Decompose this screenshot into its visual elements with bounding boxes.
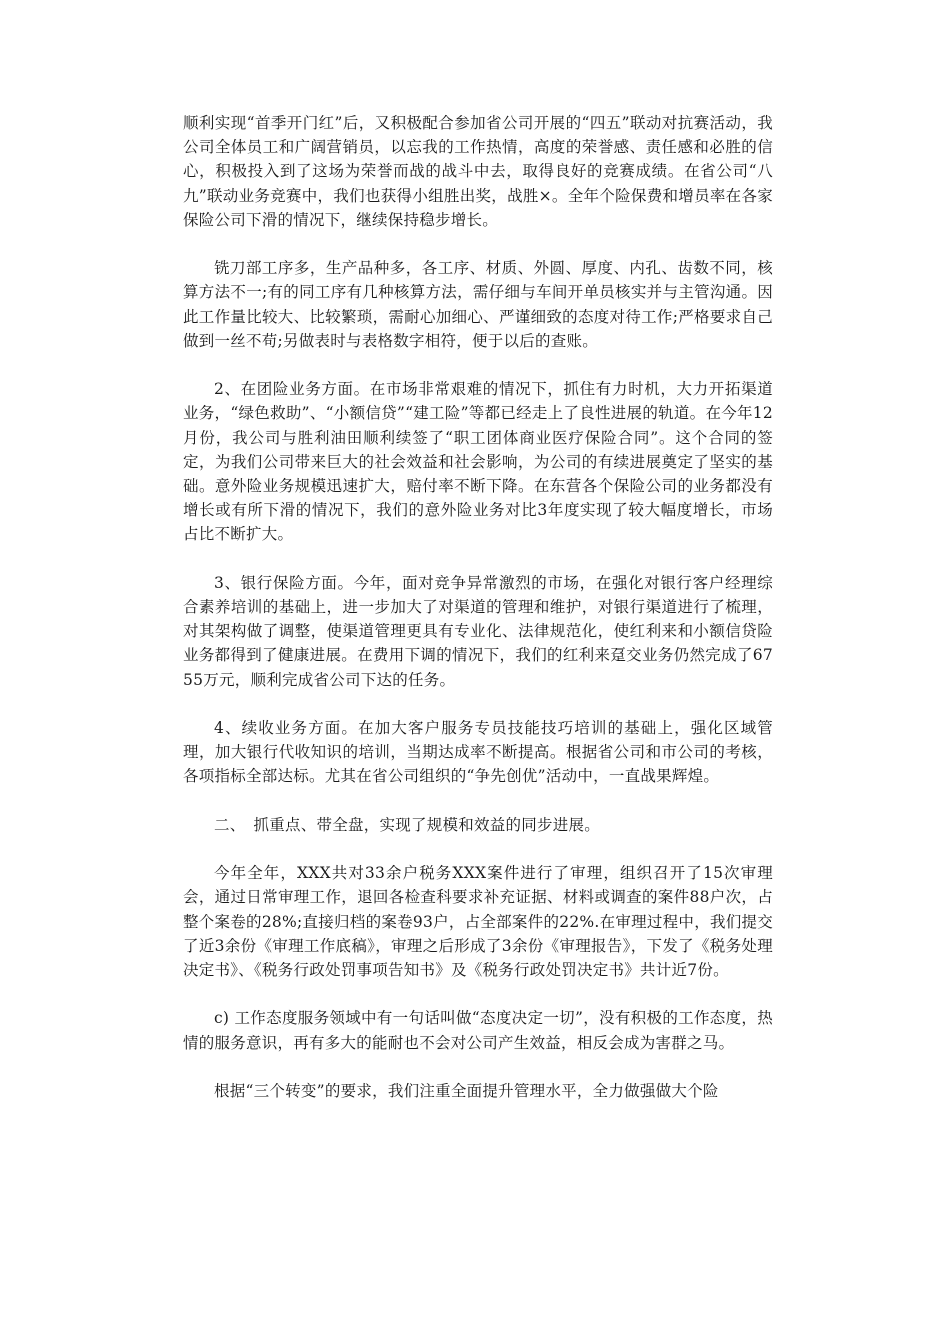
paragraph-3: 2、在团险业务方面。在市场非常艰难的情况下，抓住有力时机，大力开拓渠道业务，“绿色救助”、“小额信贷”“建工险”等都已经走上了良性进展的轨道。在今年12月份，我公司与胜利油田顺利续签了“职工团体商业医疗保险合同”。这个合同的签定，为我们公司带来巨大的社会效益和社会影响，为公司的有续进展奠定了坚实的基础。意外险业务规模迅速扩大，赔付率不断下降。在东营各个保险公司的业务都没有增长或有所下滑的情况下，我们的意外险业务对比3年度实现了较大幅度增长，市场占比不断扩大。 xyxy=(183,380,773,544)
paragraph-5: 4、续收业务方面。在加大客户服务专员技能技巧培训的基础上，强化区域管理，加大银行代收知识的培训，当期达成率不断提高。根据省公司和市公司的考核，各项指标全部达标。尤其在省公司组织的“争先创优”活动中，一直战果辉煌。 xyxy=(183,719,773,786)
section-heading: 二、 抓重点、带全盘，实现了规模和效益的同步进展。 xyxy=(214,815,601,834)
paragraph-1: 顺利实现“首季开门红”后，又积极配合参加省公司开展的“四五”联动对抗赛活动，我公司全体员工和广阔营销员，以忘我的工作热情，高度的荣誉感、责任感和必胜的信心，积极投入到了这场为荣誉而战的战斗中去，取得良好的竞赛成绩。在省公司“八九”联动业务竞赛中，我们也获得小组胜出奖，战胜×。全年个险保费和增员率在各家保险公司下滑的情况下，继续保持稳步增长。 xyxy=(183,114,773,229)
paragraph-9: 根据“三个转变”的要求，我们注重全面提升管理水平，全力做强做大个险 xyxy=(214,1082,719,1100)
paragraph-8: c) 工作态度服务领域中有一句话叫做“态度决定一切”，没有积极的工作态度，热情的服务意识，再有多大的能耐也不会对公司产生效益，相反会成为害群之马。 xyxy=(183,1009,773,1052)
paragraph-4: 3、银行保险方面。今年，面对竞争异常激烈的市场，在强化对银行客户经理综合素养培训的基础上，进一步加大了对渠道的管理和维护，对银行渠道进行了梳理，对其架构做了调整，使渠道管理更具有专业化、法律规范化，使红利来和小额信贷险业务都得到了健康进展。在费用下调的情况下，我们的红利来趸交业务仍然完成了6755万元，顺利完成省公司下达的任务。 xyxy=(183,573,773,689)
document-body xyxy=(183,111,773,1103)
paragraph-2: 铣刀部工序多，生产品种多，各工序、材质、外圆、厚度、内孔、齿数不同，核算方法不一;有的同工序有几种核算方法，需仔细与车间开单员核实并与主管沟通。因此工作量比较大、比较繁琐，需耐心加细心、严谨细致的态度对待工作;严格要求自己做到一丝不苟;另做表时与表格数字相符，便于以后的查账。 xyxy=(183,259,773,350)
paragraph-7: 今年全年，XXX共对33余户税务XXX案件进行了审理，组织召开了15次审理会，通过日常审理工作，退回各检查科要求补充证据、材料或调查的案件88户次，占整个案卷的28%;直接归档的案卷93户，占全部案件的22%.在审理过程中，我们提交了近3余份《审理工作底稿》，审理之后形成了3余份《审理报告》，下发了《税务处理决定书》、《税务行政处罚事项告知书》及《税务行政处罚决定书》共计近7份。 xyxy=(183,864,773,980)
